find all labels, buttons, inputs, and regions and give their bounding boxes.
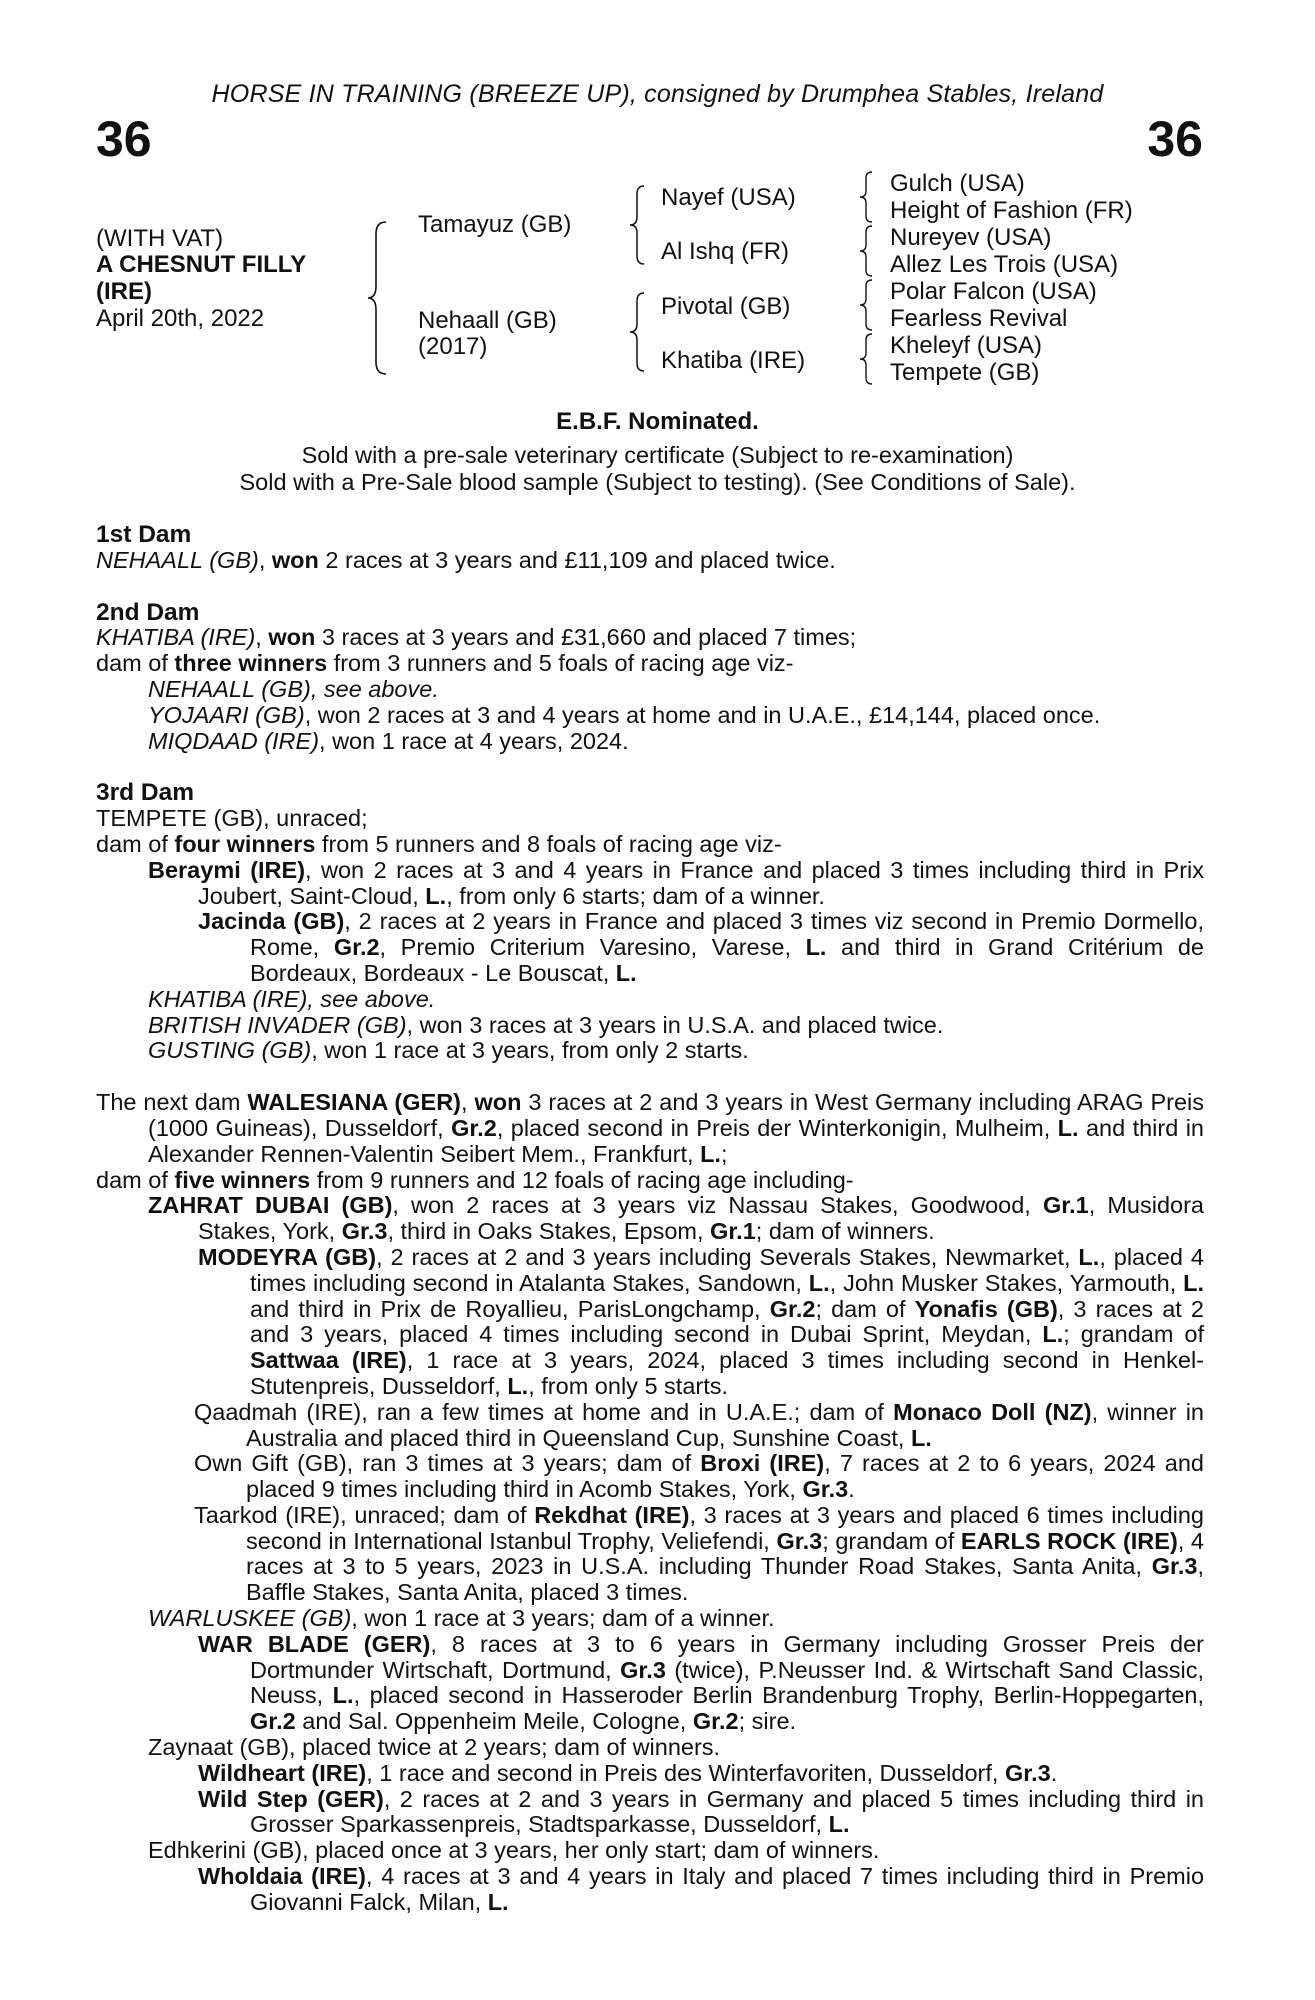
- produce-edhkerini: Edhkerini (GB), placed once at 3 years, her only start; dam of winners.: [148, 1837, 880, 1864]
- horse-name-line1: A CHESNUT FILLY: [96, 251, 307, 278]
- produce-qaadmah: Qaadmah (IRE), ran a few times at home and in U.A.E.; dam of Monaco Doll (NZ), winner in Australia and placed third in Queensland Cup, Sunshine Coast, L.: [194, 1398, 1204, 1451]
- lot-number-right: 36: [1147, 111, 1203, 167]
- pedigree-brace-dam: [628, 291, 648, 373]
- produce-wildheart: Wildheart (IRE), 1 race and second in Preis des Winterfavoriten, Dusseldorf, Gr.3.: [198, 1759, 1058, 1786]
- dam-name-line2: (2017): [418, 333, 488, 360]
- dam-dam: Khatiba (IRE): [661, 347, 806, 374]
- first-dam-entry: NEHAALL (GB), won 2 races at 3 years and £11,109 and placed twice.: [96, 546, 836, 573]
- produce-modeyra: MODEYRA (GB), 2 races at 2 and 3 years including Severals Stakes, Newmarket, L., placed 4 times including second in Atalanta Stakes, Sandown, L., John Musker Stakes, Yarmouth, L. and third in Prix de Royallieu, ParisLongchamp, Gr.2; dam of Yonafis (GB), 3 races at 2 and 3 years, placed 4 times including second in Dubai Sprint, Meydan, L.; grandam of Sattwaa (IRE), 1 race at 3 years, 2024, placed 3 times including second in Henkel-Stutenpreis, Dusseldorf, L., from only 5 starts.: [198, 1243, 1204, 1399]
- dam-sire: Pivotal (GB): [661, 293, 791, 320]
- first-dam-heading: 1st Dam: [96, 521, 192, 548]
- dd-dam: Tempete (GB): [890, 359, 1040, 386]
- produce-taarkod: Taarkod (IRE), unraced; dam of Rekdhat (IRE), 3 races at 3 years and placed 6 times including second in International Istanbul Trophy, Veliefendi, Gr.3; grandam of EARLS ROCK (IRE), 4 races at 3 to 5 years, 2023 in U.S.A. including Thunder Road Stakes, Santa Anita, Gr.3, Baffle Stakes, Santa Anita, placed 3 times.: [194, 1501, 1204, 1606]
- next-dam-entry: The next dam WALESIANA (GER), won 3 races at 2 and 3 years in West Germany including ARAG Preis (1000 Guineas), Dusseldorf, Gr.2, placed second in Preis der Winterkonigin, Mulheim, L. and third in Alexander Rennen-Valentin Seibert Mem., Frankfurt, L.;: [96, 1089, 1205, 1167]
- ebf-note: E.B.F. Nominated.: [556, 408, 759, 435]
- third-dam-heading: 3rd Dam: [96, 779, 195, 807]
- ss-dam: Height of Fashion (FR): [890, 197, 1133, 224]
- vat-note: (WITH VAT): [96, 225, 224, 252]
- produce-yojaari: YOJAARI (GB), won 2 races at 3 and 4 years at home and in U.A.E., £14,144, placed once.: [148, 701, 1101, 728]
- sire-sire: Nayef (USA): [661, 184, 796, 211]
- horse-name-line2: (IRE): [96, 278, 152, 305]
- foaling-date: April 20th, 2022: [96, 305, 265, 332]
- pedigree-brace-ds: [858, 278, 876, 332]
- dd-sire: Kheleyf (USA): [890, 332, 1043, 359]
- dam-name-line1: Nehaall (GB): [418, 307, 557, 334]
- produce-warluskee: WARLUSKEE (GB), won 1 race at 3 years; dam of a winner.: [148, 1605, 775, 1632]
- pedigree-brace-ss: [858, 170, 876, 224]
- second-dam-heading: 2nd Dam: [96, 598, 200, 626]
- third-dam-produce: dam of four winners from 5 runners and 8 foals of racing age viz-: [96, 830, 782, 857]
- ds-dam: Fearless Revival: [890, 305, 1068, 332]
- pedigree-brace-sire: [628, 184, 648, 266]
- produce-nehaall: NEHAALL (GB), see above.: [148, 675, 439, 702]
- produce-wholdaia: Wholdaia (IRE), 4 races at 3 and 4 years in Italy and placed 7 times including third in Premio Giovanni Falck, Milan, L.: [198, 1863, 1205, 1915]
- second-dam-produce: dam of three winners from 3 runners and 5 foals of racing age viz-: [96, 650, 794, 677]
- sd-dam: Allez Les Trois (USA): [890, 251, 1119, 278]
- produce-zaynaat: Zaynaat (GB), placed twice at 2 years; dam of winners.: [148, 1734, 721, 1761]
- lot-number-left: 36: [96, 111, 152, 167]
- catalogue-header: HORSE IN TRAINING (BREEZE UP), consigned by Drumphea Stables, Ireland: [211, 80, 1104, 108]
- sd-sire: Nureyev (USA): [890, 224, 1052, 251]
- blood-note: Sold with a Pre-Sale blood sample (Subject to testing). (See Conditions of Sale).: [239, 469, 1076, 495]
- produce-wild-step: Wild Step (GER), 2 races at 2 and 3 years in Germany and placed 5 times including third in Grosser Sparkassenpreis, Stadtsparkasse, Dusseldorf, L.: [198, 1785, 1204, 1838]
- pedigree-brace-sd: [858, 224, 876, 278]
- next-dam-produce: dam of five winners from 9 runners and 12 foals of racing age including-: [96, 1166, 854, 1193]
- produce-own-gift: Own Gift (GB), ran 3 times at 3 years; dam of Broxi (IRE), 7 races at 2 to 6 years, 2024 and placed 9 times including third in Acomb Stakes, York, Gr.3.: [194, 1450, 1204, 1503]
- produce-beraymi: Beraymi (IRE), won 2 races at 3 and 4 years in France and placed 3 times including third in Prix Joubert, Saint-Cloud, L., from only 6 starts; dam of a winner.: [148, 856, 1204, 909]
- ss-sire: Gulch (USA): [890, 170, 1025, 197]
- ds-sire: Polar Falcon (USA): [890, 278, 1097, 305]
- second-dam-entry: KHATIBA (IRE), won 3 races at 3 years and £31,660 and placed 7 times;: [96, 624, 857, 651]
- sire-dam: Al Ishq (FR): [661, 238, 790, 265]
- third-dam-entry: TEMPETE (GB), unraced;: [96, 805, 368, 832]
- produce-jacinda: Jacinda (GB), 2 races at 2 years in France and placed 3 times viz second in Premio Dormello, Rome, Gr.2, Premio Criterium Varesino, Varese, L. and third in Grand Critérium de Bordeaux, Bordeaux - Le Bouscat, L.: [198, 908, 1204, 986]
- produce-british-invader: BRITISH INVADER (GB), won 3 races at 3 years in U.S.A. and placed twice.: [148, 1011, 944, 1038]
- produce-zahrat-dubai: ZAHRAT DUBAI (GB), won 2 races at 3 years viz Nassau Stakes, Goodwood, Gr.1, Musidora Stakes, York, Gr.3, third in Oaks Stakes, Epsom, Gr.1; dam of winners.: [148, 1192, 1204, 1245]
- produce-gusting: GUSTING (GB), won 1 race at 3 years, from only 2 starts.: [148, 1037, 749, 1064]
- produce-war-blade: WAR BLADE (GER), 8 races at 3 to 6 years in Germany including Grosser Preis der Dortmunder Wirtschaft, Dortmund, Gr.3 (twice), P.Neusser Ind. & Wirtschaft Sand Classic, Neuss, L., placed second in Hasseroder Berlin Brandenburg Trophy, Berlin-Hoppegarten, Gr.2 and Sal. Oppenheim Meile, Cologne, Gr.2; sire.: [198, 1630, 1205, 1735]
- produce-khatiba: KHATIBA (IRE), see above.: [148, 985, 436, 1012]
- sire-name: Tamayuz (GB): [418, 211, 572, 238]
- pedigree-brace-dd: [858, 332, 876, 386]
- catalogue-body: [96, 522, 1204, 1916]
- pedigree-brace-main: [366, 220, 390, 376]
- vet-note: Sold with a pre-sale veterinary certificate (Subject to re-examination): [301, 442, 1014, 468]
- produce-miqdaad: MIQDAAD (IRE), won 1 race at 4 years, 2024.: [148, 727, 629, 754]
